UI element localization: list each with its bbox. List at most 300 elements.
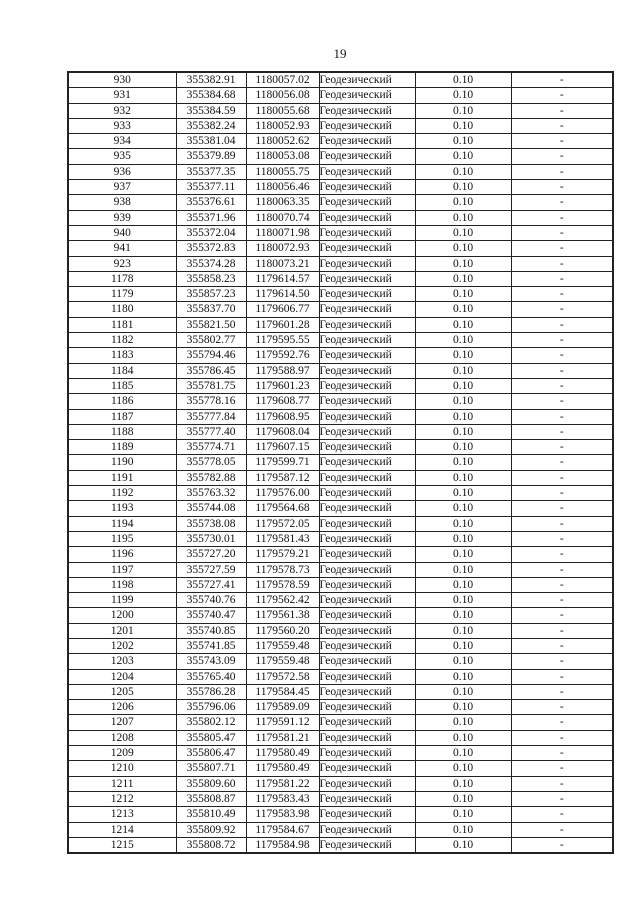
method-cell: Геодезический — [319, 531, 415, 546]
table-row — [68, 516, 613, 531]
accuracy-cell: 0.10 — [415, 394, 511, 409]
note-cell: - — [511, 470, 613, 485]
method-cell: Геодезический — [319, 72, 415, 88]
table-row — [68, 287, 613, 302]
note-cell: - — [511, 761, 613, 776]
x-coordinate-cell: 355763.32 — [176, 486, 246, 501]
accuracy-cell: 0.10 — [415, 302, 511, 317]
note-cell: - — [511, 455, 613, 470]
point-number-cell: 932 — [68, 103, 176, 118]
x-coordinate-cell: 355377.35 — [176, 164, 246, 179]
point-number-cell: 1212 — [68, 791, 176, 806]
accuracy-cell: 0.10 — [415, 531, 511, 546]
y-coordinate-cell: 1179584.98 — [246, 837, 319, 853]
x-coordinate-cell: 355738.08 — [176, 516, 246, 531]
x-coordinate-cell: 355777.84 — [176, 409, 246, 424]
method-cell: Геодезический — [319, 195, 415, 210]
point-number-cell: 1195 — [68, 531, 176, 546]
note-cell: - — [511, 72, 613, 88]
note-cell: - — [511, 333, 613, 348]
y-coordinate-cell: 1179595.55 — [246, 333, 319, 348]
y-coordinate-cell: 1180052.93 — [246, 118, 319, 133]
accuracy-cell: 0.10 — [415, 776, 511, 791]
table-row — [68, 348, 613, 363]
note-cell: - — [511, 486, 613, 501]
point-number-cell: 939 — [68, 210, 176, 225]
note-cell: - — [511, 776, 613, 791]
point-number-cell: 933 — [68, 118, 176, 133]
x-coordinate-cell: 355743.09 — [176, 654, 246, 669]
method-cell: Геодезический — [319, 256, 415, 271]
table-row — [68, 333, 613, 348]
note-cell: - — [511, 807, 613, 822]
accuracy-cell: 0.10 — [415, 164, 511, 179]
x-coordinate-cell: 355372.04 — [176, 225, 246, 240]
point-number-cell: 1192 — [68, 486, 176, 501]
note-cell: - — [511, 302, 613, 317]
point-number-cell: 1187 — [68, 409, 176, 424]
x-coordinate-cell: 355837.70 — [176, 302, 246, 317]
x-coordinate-cell: 355384.68 — [176, 88, 246, 103]
point-number-cell: 1193 — [68, 501, 176, 516]
note-cell: - — [511, 134, 613, 149]
x-coordinate-cell: 355777.40 — [176, 424, 246, 439]
y-coordinate-cell: 1179580.49 — [246, 761, 319, 776]
y-coordinate-cell: 1179608.95 — [246, 409, 319, 424]
accuracy-cell: 0.10 — [415, 378, 511, 393]
accuracy-cell: 0.10 — [415, 654, 511, 669]
point-number-cell: 1205 — [68, 684, 176, 699]
method-cell: Геодезический — [319, 287, 415, 302]
y-coordinate-cell: 1179564.68 — [246, 501, 319, 516]
point-number-cell: 1182 — [68, 333, 176, 348]
point-number-cell: 1191 — [68, 470, 176, 485]
x-coordinate-cell: 355765.40 — [176, 669, 246, 684]
table-row — [68, 440, 613, 455]
accuracy-cell: 0.10 — [415, 180, 511, 195]
method-cell: Геодезический — [319, 164, 415, 179]
x-coordinate-cell: 355372.83 — [176, 241, 246, 256]
note-cell: - — [511, 531, 613, 546]
y-coordinate-cell: 1179592.76 — [246, 348, 319, 363]
x-coordinate-cell: 355807.71 — [176, 761, 246, 776]
y-coordinate-cell: 1179579.21 — [246, 547, 319, 562]
x-coordinate-cell: 355727.41 — [176, 577, 246, 592]
method-cell: Геодезический — [319, 516, 415, 531]
table-row — [68, 394, 613, 409]
table-row — [68, 761, 613, 776]
table-row — [68, 746, 613, 761]
table-row — [68, 180, 613, 195]
x-coordinate-cell: 355821.50 — [176, 317, 246, 332]
method-cell: Геодезический — [319, 822, 415, 837]
point-number-cell: 1185 — [68, 378, 176, 393]
accuracy-cell: 0.10 — [415, 730, 511, 745]
y-coordinate-cell: 1179589.09 — [246, 700, 319, 715]
accuracy-cell: 0.10 — [415, 88, 511, 103]
x-coordinate-cell: 355778.05 — [176, 455, 246, 470]
table-row — [68, 593, 613, 608]
x-coordinate-cell: 355379.89 — [176, 149, 246, 164]
y-coordinate-cell: 1180072.93 — [246, 241, 319, 256]
method-cell: Геодезический — [319, 394, 415, 409]
accuracy-cell: 0.10 — [415, 134, 511, 149]
method-cell: Геодезический — [319, 807, 415, 822]
accuracy-cell: 0.10 — [415, 623, 511, 638]
note-cell: - — [511, 593, 613, 608]
point-number-cell: 941 — [68, 241, 176, 256]
accuracy-cell: 0.10 — [415, 791, 511, 806]
point-number-cell: 1186 — [68, 394, 176, 409]
point-number-cell: 1179 — [68, 287, 176, 302]
point-number-cell: 1190 — [68, 455, 176, 470]
point-number-cell: 923 — [68, 256, 176, 271]
note-cell: - — [511, 501, 613, 516]
accuracy-cell: 0.10 — [415, 317, 511, 332]
point-number-cell: 1207 — [68, 715, 176, 730]
method-cell: Геодезический — [319, 271, 415, 286]
method-cell: Геодезический — [319, 501, 415, 516]
note-cell: - — [511, 623, 613, 638]
method-cell: Геодезический — [319, 776, 415, 791]
method-cell: Геодезический — [319, 684, 415, 699]
table-row — [68, 501, 613, 516]
x-coordinate-cell: 355727.20 — [176, 547, 246, 562]
method-cell: Геодезический — [319, 210, 415, 225]
y-coordinate-cell: 1179581.43 — [246, 531, 319, 546]
table-row — [68, 302, 613, 317]
table-row — [68, 486, 613, 501]
note-cell: - — [511, 225, 613, 240]
table-row — [68, 164, 613, 179]
method-cell: Геодезический — [319, 638, 415, 653]
note-cell: - — [511, 409, 613, 424]
method-cell: Геодезический — [319, 562, 415, 577]
y-coordinate-cell: 1179588.97 — [246, 363, 319, 378]
x-coordinate-cell: 355802.12 — [176, 715, 246, 730]
method-cell: Геодезический — [319, 654, 415, 669]
table-row — [68, 271, 613, 286]
y-coordinate-cell: 1179608.77 — [246, 394, 319, 409]
y-coordinate-cell: 1180057.02 — [246, 72, 319, 88]
y-coordinate-cell: 1179583.98 — [246, 807, 319, 822]
table-row — [68, 317, 613, 332]
y-coordinate-cell: 1179607.15 — [246, 440, 319, 455]
x-coordinate-cell: 355778.16 — [176, 394, 246, 409]
method-cell: Геодезический — [319, 88, 415, 103]
x-coordinate-cell: 355727.59 — [176, 562, 246, 577]
method-cell: Геодезический — [319, 730, 415, 745]
table-row — [68, 210, 613, 225]
table-row — [68, 684, 613, 699]
note-cell: - — [511, 654, 613, 669]
method-cell: Геодезический — [319, 746, 415, 761]
point-number-cell: 1206 — [68, 700, 176, 715]
accuracy-cell: 0.10 — [415, 501, 511, 516]
accuracy-cell: 0.10 — [415, 837, 511, 853]
y-coordinate-cell: 1179581.22 — [246, 776, 319, 791]
accuracy-cell: 0.10 — [415, 225, 511, 240]
x-coordinate-cell: 355809.92 — [176, 822, 246, 837]
point-number-cell: 937 — [68, 180, 176, 195]
accuracy-cell: 0.10 — [415, 149, 511, 164]
table-row — [68, 608, 613, 623]
method-cell: Геодезический — [319, 547, 415, 562]
method-cell: Геодезический — [319, 715, 415, 730]
accuracy-cell: 0.10 — [415, 669, 511, 684]
accuracy-cell: 0.10 — [415, 715, 511, 730]
y-coordinate-cell: 1180056.46 — [246, 180, 319, 195]
note-cell: - — [511, 700, 613, 715]
x-coordinate-cell: 355802.77 — [176, 333, 246, 348]
point-number-cell: 1200 — [68, 608, 176, 623]
point-number-cell: 1188 — [68, 424, 176, 439]
point-number-cell: 1215 — [68, 837, 176, 853]
y-coordinate-cell: 1179599.71 — [246, 455, 319, 470]
accuracy-cell: 0.10 — [415, 638, 511, 653]
point-number-cell: 940 — [68, 225, 176, 240]
x-coordinate-cell: 355744.08 — [176, 501, 246, 516]
method-cell: Геодезический — [319, 608, 415, 623]
point-number-cell: 1180 — [68, 302, 176, 317]
y-coordinate-cell: 1179578.73 — [246, 562, 319, 577]
note-cell: - — [511, 271, 613, 286]
x-coordinate-cell: 355374.28 — [176, 256, 246, 271]
accuracy-cell: 0.10 — [415, 440, 511, 455]
note-cell: - — [511, 287, 613, 302]
method-cell: Геодезический — [319, 302, 415, 317]
table-row — [68, 72, 613, 88]
note-cell: - — [511, 837, 613, 853]
x-coordinate-cell: 355371.96 — [176, 210, 246, 225]
note-cell: - — [511, 103, 613, 118]
y-coordinate-cell: 1179614.57 — [246, 271, 319, 286]
x-coordinate-cell: 355786.45 — [176, 363, 246, 378]
x-coordinate-cell: 355857.23 — [176, 287, 246, 302]
method-cell: Геодезический — [319, 700, 415, 715]
y-coordinate-cell: 1180055.68 — [246, 103, 319, 118]
table-row — [68, 577, 613, 592]
accuracy-cell: 0.10 — [415, 761, 511, 776]
accuracy-cell: 0.10 — [415, 409, 511, 424]
note-cell: - — [511, 317, 613, 332]
y-coordinate-cell: 1179572.58 — [246, 669, 319, 684]
method-cell: Геодезический — [319, 623, 415, 638]
method-cell: Геодезический — [319, 317, 415, 332]
point-number-cell: 934 — [68, 134, 176, 149]
method-cell: Геодезический — [319, 791, 415, 806]
y-coordinate-cell: 1179608.04 — [246, 424, 319, 439]
point-number-cell: 1202 — [68, 638, 176, 653]
y-coordinate-cell: 1179583.43 — [246, 791, 319, 806]
point-number-cell: 1210 — [68, 761, 176, 776]
method-cell: Геодезический — [319, 134, 415, 149]
table-row — [68, 638, 613, 653]
method-cell: Геодезический — [319, 424, 415, 439]
table-row — [68, 195, 613, 210]
point-number-cell: 1201 — [68, 623, 176, 638]
note-cell: - — [511, 562, 613, 577]
accuracy-cell: 0.10 — [415, 807, 511, 822]
y-coordinate-cell: 1179581.21 — [246, 730, 319, 745]
table-row — [68, 134, 613, 149]
y-coordinate-cell: 1180055.75 — [246, 164, 319, 179]
accuracy-cell: 0.10 — [415, 455, 511, 470]
note-cell: - — [511, 118, 613, 133]
point-number-cell: 1181 — [68, 317, 176, 332]
table-row — [68, 562, 613, 577]
method-cell: Геодезический — [319, 470, 415, 485]
y-coordinate-cell: 1180053.08 — [246, 149, 319, 164]
table-row — [68, 531, 613, 546]
method-cell: Геодезический — [319, 837, 415, 853]
table-row — [68, 88, 613, 103]
note-cell: - — [511, 180, 613, 195]
note-cell: - — [511, 730, 613, 745]
accuracy-cell: 0.10 — [415, 333, 511, 348]
method-cell: Геодезический — [319, 455, 415, 470]
x-coordinate-cell: 355858.23 — [176, 271, 246, 286]
method-cell: Геодезический — [319, 669, 415, 684]
accuracy-cell: 0.10 — [415, 822, 511, 837]
x-coordinate-cell: 355794.46 — [176, 348, 246, 363]
y-coordinate-cell: 1179560.20 — [246, 623, 319, 638]
method-cell: Геодезический — [319, 348, 415, 363]
x-coordinate-cell: 355740.85 — [176, 623, 246, 638]
accuracy-cell: 0.10 — [415, 547, 511, 562]
method-cell: Геодезический — [319, 378, 415, 393]
table-row — [68, 103, 613, 118]
y-coordinate-cell: 1179559.48 — [246, 654, 319, 669]
note-cell: - — [511, 348, 613, 363]
point-number-cell: 1183 — [68, 348, 176, 363]
y-coordinate-cell: 1179576.00 — [246, 486, 319, 501]
accuracy-cell: 0.10 — [415, 486, 511, 501]
y-coordinate-cell: 1180070.74 — [246, 210, 319, 225]
table-row — [68, 424, 613, 439]
x-coordinate-cell: 355730.01 — [176, 531, 246, 546]
note-cell: - — [511, 378, 613, 393]
x-coordinate-cell: 355805.47 — [176, 730, 246, 745]
table-row — [68, 730, 613, 745]
note-cell: - — [511, 638, 613, 653]
accuracy-cell: 0.10 — [415, 608, 511, 623]
note-cell: - — [511, 195, 613, 210]
table-row — [68, 654, 613, 669]
method-cell: Геодезический — [319, 577, 415, 592]
y-coordinate-cell: 1179578.59 — [246, 577, 319, 592]
method-cell: Геодезический — [319, 149, 415, 164]
accuracy-cell: 0.10 — [415, 103, 511, 118]
accuracy-cell: 0.10 — [415, 470, 511, 485]
point-number-cell: 1189 — [68, 440, 176, 455]
point-number-cell: 1208 — [68, 730, 176, 745]
x-coordinate-cell: 355786.28 — [176, 684, 246, 699]
y-coordinate-cell: 1179601.28 — [246, 317, 319, 332]
note-cell: - — [511, 746, 613, 761]
note-cell: - — [511, 440, 613, 455]
y-coordinate-cell: 1179561.38 — [246, 608, 319, 623]
note-cell: - — [511, 256, 613, 271]
x-coordinate-cell: 355384.59 — [176, 103, 246, 118]
note-cell: - — [511, 822, 613, 837]
table-row — [68, 807, 613, 822]
x-coordinate-cell: 355806.47 — [176, 746, 246, 761]
y-coordinate-cell: 1179606.77 — [246, 302, 319, 317]
y-coordinate-cell: 1180073.21 — [246, 256, 319, 271]
method-cell: Геодезический — [319, 103, 415, 118]
note-cell: - — [511, 394, 613, 409]
y-coordinate-cell: 1179584.67 — [246, 822, 319, 837]
point-number-cell: 1209 — [68, 746, 176, 761]
method-cell: Геодезический — [319, 409, 415, 424]
table-row — [68, 241, 613, 256]
x-coordinate-cell: 355796.06 — [176, 700, 246, 715]
x-coordinate-cell: 355382.24 — [176, 118, 246, 133]
x-coordinate-cell: 355376.61 — [176, 195, 246, 210]
note-cell: - — [511, 516, 613, 531]
method-cell: Геодезический — [319, 118, 415, 133]
table-row — [68, 378, 613, 393]
coordinates-table — [67, 71, 614, 854]
x-coordinate-cell: 355808.87 — [176, 791, 246, 806]
method-cell: Геодезический — [319, 363, 415, 378]
table-row — [68, 225, 613, 240]
note-cell: - — [511, 363, 613, 378]
x-coordinate-cell: 355774.71 — [176, 440, 246, 455]
note-cell: - — [511, 791, 613, 806]
point-number-cell: 1198 — [68, 577, 176, 592]
method-cell: Геодезический — [319, 593, 415, 608]
table-row — [68, 470, 613, 485]
accuracy-cell: 0.10 — [415, 195, 511, 210]
point-number-cell: 935 — [68, 149, 176, 164]
table-row — [68, 700, 613, 715]
x-coordinate-cell: 355809.60 — [176, 776, 246, 791]
y-coordinate-cell: 1179562.42 — [246, 593, 319, 608]
point-number-cell: 938 — [68, 195, 176, 210]
note-cell: - — [511, 577, 613, 592]
method-cell: Геодезический — [319, 440, 415, 455]
table-row — [68, 256, 613, 271]
accuracy-cell: 0.10 — [415, 287, 511, 302]
accuracy-cell: 0.10 — [415, 210, 511, 225]
table-row — [68, 409, 613, 424]
accuracy-cell: 0.10 — [415, 516, 511, 531]
y-coordinate-cell: 1179587.12 — [246, 470, 319, 485]
coordinates-table-body — [68, 72, 613, 853]
accuracy-cell: 0.10 — [415, 684, 511, 699]
accuracy-cell: 0.10 — [415, 424, 511, 439]
x-coordinate-cell: 355781.75 — [176, 378, 246, 393]
y-coordinate-cell: 1179572.05 — [246, 516, 319, 531]
y-coordinate-cell: 1179559.48 — [246, 638, 319, 653]
accuracy-cell: 0.10 — [415, 562, 511, 577]
point-number-cell: 936 — [68, 164, 176, 179]
point-number-cell: 1184 — [68, 363, 176, 378]
method-cell: Геодезический — [319, 180, 415, 195]
table-row — [68, 837, 613, 853]
point-number-cell: 1211 — [68, 776, 176, 791]
note-cell: - — [511, 684, 613, 699]
note-cell: - — [511, 608, 613, 623]
method-cell: Геодезический — [319, 333, 415, 348]
y-coordinate-cell: 1180052.62 — [246, 134, 319, 149]
table-row — [68, 547, 613, 562]
accuracy-cell: 0.10 — [415, 348, 511, 363]
y-coordinate-cell: 1179584.45 — [246, 684, 319, 699]
point-number-cell: 1213 — [68, 807, 176, 822]
